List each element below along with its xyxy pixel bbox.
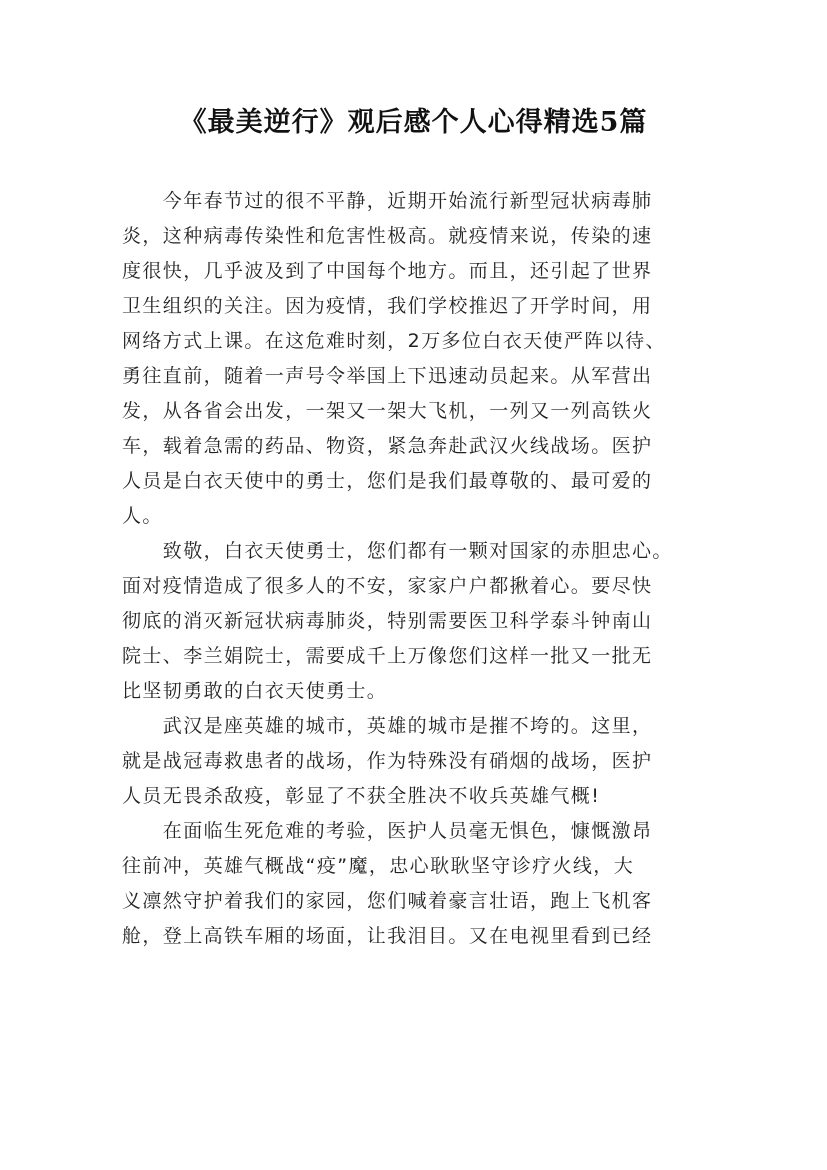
text-line: 人。 <box>122 505 163 527</box>
text-line: 院士、李兰娟院士，需要成千上万像您们这样一批又一批无 <box>122 645 653 667</box>
text-line: 舱，登上高铁车厢的场面，让我泪目。又在电视里看到已经 <box>122 925 653 947</box>
paragraph-3 <box>122 709 722 814</box>
document-title: 《最美逆行》观后感个人心得精选5篇 <box>179 107 648 138</box>
text-line: 人员无畏杀敌疫，彰显了不获全胜决不收兵英雄气概! <box>122 785 601 807</box>
text-line: 比坚韧勇敢的白衣天使勇士。 <box>122 680 388 702</box>
text-line: 人员是白衣天使中的勇士，您们是我们最尊敬的、最可爱的 <box>122 470 653 492</box>
text-line: 炎，这种病毒传染性和危害性极高。就疫情来说，传染的速 <box>122 225 653 247</box>
text-line: 往前冲，英雄气概战“疫”魔，忠心耿耿坚守诊疗火线，大 <box>122 855 635 877</box>
text-line: 彻底的消灭新冠状病毒肺炎，特别需要医卫科学泰斗钟南山 <box>122 610 653 632</box>
text-line: 今年春节过的很不平静，近期开始流行新型冠状病毒肺 <box>122 190 653 212</box>
text-line: 在面临生死危难的考验，医护人员毫无惧色，慷慨激昂 <box>122 820 653 842</box>
text-line: 义凛然守护着我们的家园，您们喊着豪言壮语，跑上飞机客 <box>122 890 653 912</box>
text-line: 度很快，几乎波及到了中国每个地方。而且，还引起了世界 <box>122 260 653 282</box>
text-line: 就是战冠毒救患者的战场，作为特殊没有硝烟的战场，医护 <box>122 750 653 772</box>
paragraph-4 <box>122 814 722 954</box>
text-line: 武汉是座英雄的城市，英雄的城市是摧不垮的。这里， <box>122 715 653 737</box>
text-line: 车，载着急需的药品、物资，紧急奔赴武汉火线战场。医护 <box>122 435 653 457</box>
text-line: 网络方式上课。在这危难时刻，2万多位白衣天使严阵以待、 <box>122 330 666 352</box>
text-line: 致敬，白衣天使勇士，您们都有一颗对国家的赤胆忠心。 <box>122 540 673 562</box>
text-line: 发，从各省会出发，一架又一架大飞机，一列又一列高铁火 <box>122 400 653 422</box>
text-line: 勇往直前，随着一声号令举国上下迅速动员起来。从军营出 <box>122 365 653 387</box>
document-body <box>122 184 722 954</box>
paragraph-2 <box>122 534 722 709</box>
text-line: 卫生组织的关注。因为疫情，我们学校推迟了开学时间，用 <box>122 295 653 317</box>
text-line: 面对疫情造成了很多人的不安，家家户户都揪着心。要尽快 <box>122 575 653 597</box>
paragraph-1 <box>122 184 722 534</box>
